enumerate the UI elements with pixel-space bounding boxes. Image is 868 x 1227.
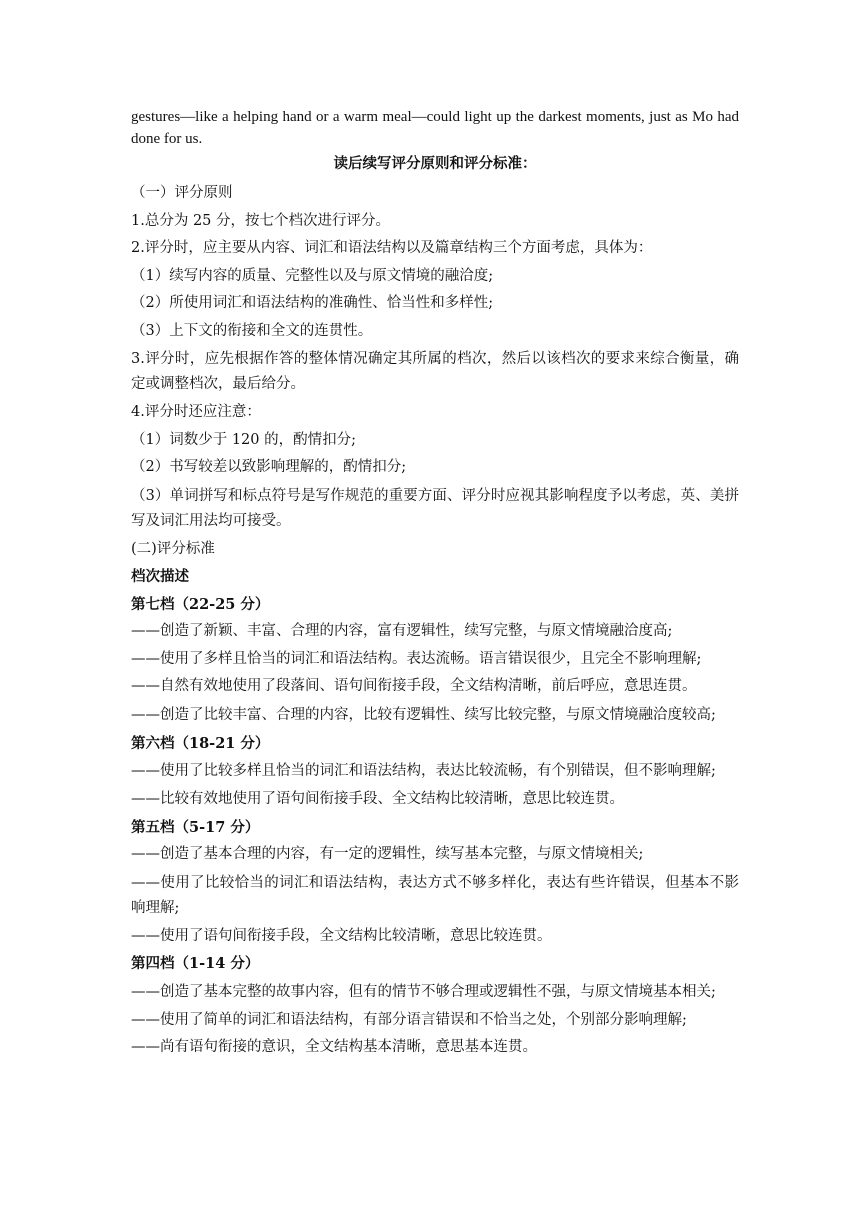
level-7-item-4: ——创造了比较丰富、合理的内容，比较有逻辑性、续写比较完整，与原文情境融洽度较高; xyxy=(131,706,716,723)
principle-item-2-sub-2: （2）所使用词汇和语法结构的准确性、恰当性和多样性; xyxy=(131,295,494,311)
level-4-item-2: ——使用了简单的词汇和语法结构，有部分语言错误和不恰当之处，个别部分影响理解; xyxy=(131,1011,687,1028)
level-description-heading: 档次描述 xyxy=(131,568,189,585)
principle-item-4-sub-1: （1）词数少于 120 的，酌情扣分; xyxy=(131,431,357,448)
intro-paragraph: gestures—like a helping hand or a warm meal—could light up the darkest moments, just as Mo had done for us. xyxy=(131,109,739,147)
principle-item-2-sub-1: （1）续写内容的质量、完整性以及与原文情境的融洽度; xyxy=(131,267,494,284)
level-5-title: 第五档（5-17 分） xyxy=(131,818,260,836)
level-6-item-1: ——使用了比较多样且恰当的词汇和语法结构，表达比较流畅，有个别错误，但不影响理解; xyxy=(131,763,716,779)
principle-item-3: 3.评分时，应先根据作答的整体情况确定其所属的档次，然后以该档次的要求来综合衡量，确定或调整档次，最后给分。 xyxy=(131,351,739,392)
level-7-item-2: ——使用了多样且恰当的词汇和语法结构。表达流畅。语言错误很少，且完全不影响理解; xyxy=(131,650,702,667)
level-5-item-3: ——使用了语句间衔接手段，全文结构比较清晰，意思比较连贯。 xyxy=(131,927,552,944)
principle-item-2-sub-3: （3）上下文的衔接和全文的连贯性。 xyxy=(131,322,373,339)
section-title: 读后续写评分原则和评分标准： xyxy=(333,155,537,172)
principle-item-4-sub-3: （3）单词拼写和标点符号是写作规范的重要方面、评分时应视其影响程度予以考虑，英、美拼写及词汇用法均可接受。 xyxy=(131,487,739,529)
standards-heading: (二)评分标准 xyxy=(131,540,215,557)
level-6-title: 第六档（18-21 分） xyxy=(131,734,270,752)
level-7-item-3: ——自然有效地使用了段落间、语句间衔接手段，全文结构清晰，前后呼应，意思连贯。 xyxy=(131,678,697,694)
level-7-title: 第七档（22-25 分） xyxy=(131,595,270,613)
level-5-item-1: ——创造了基本合理的内容，有一定的逻辑性，续写基本完整，与原文情境相关; xyxy=(131,846,644,862)
principles-heading: （一）评分原则 xyxy=(131,185,233,201)
level-4-item-3: ——尚有语句衔接的意识，全文结构基本清晰，意思基本连贯。 xyxy=(131,1039,537,1055)
level-5-item-2: ——使用了比较恰当的词汇和语法结构，表达方式不够多样化，表达有些许错误，但基本不影响理解; xyxy=(131,874,739,916)
document-content xyxy=(131,106,739,1062)
principle-item-4: 4.评分时还应注意： xyxy=(131,404,261,420)
principle-item-2: 2.评分时，应主要从内容、词汇和语法结构以及篇章结构三个方面考虑，具体为： xyxy=(131,240,653,256)
principle-item-4-sub-2: （2）书写较差以致影响理解的，酌情扣分; xyxy=(131,459,407,475)
level-4-title: 第四档（1-14 分） xyxy=(131,955,260,972)
level-4-item-1: ——创造了基本完整的故事内容，但有的情节不够合理或逻辑性不强，与原文情境基本相关; xyxy=(131,983,716,1000)
level-6-item-2: ——比较有效地使用了语句间衔接手段、全文结构比较清晰，意思比较连贯。 xyxy=(131,791,624,807)
level-7-item-1: ——创造了新颖、丰富、合理的内容，富有逻辑性，续写完整，与原文情境融洽度高; xyxy=(131,623,673,639)
principle-item-1: 1.总分为 25 分，按七个档次进行评分。 xyxy=(131,212,391,229)
